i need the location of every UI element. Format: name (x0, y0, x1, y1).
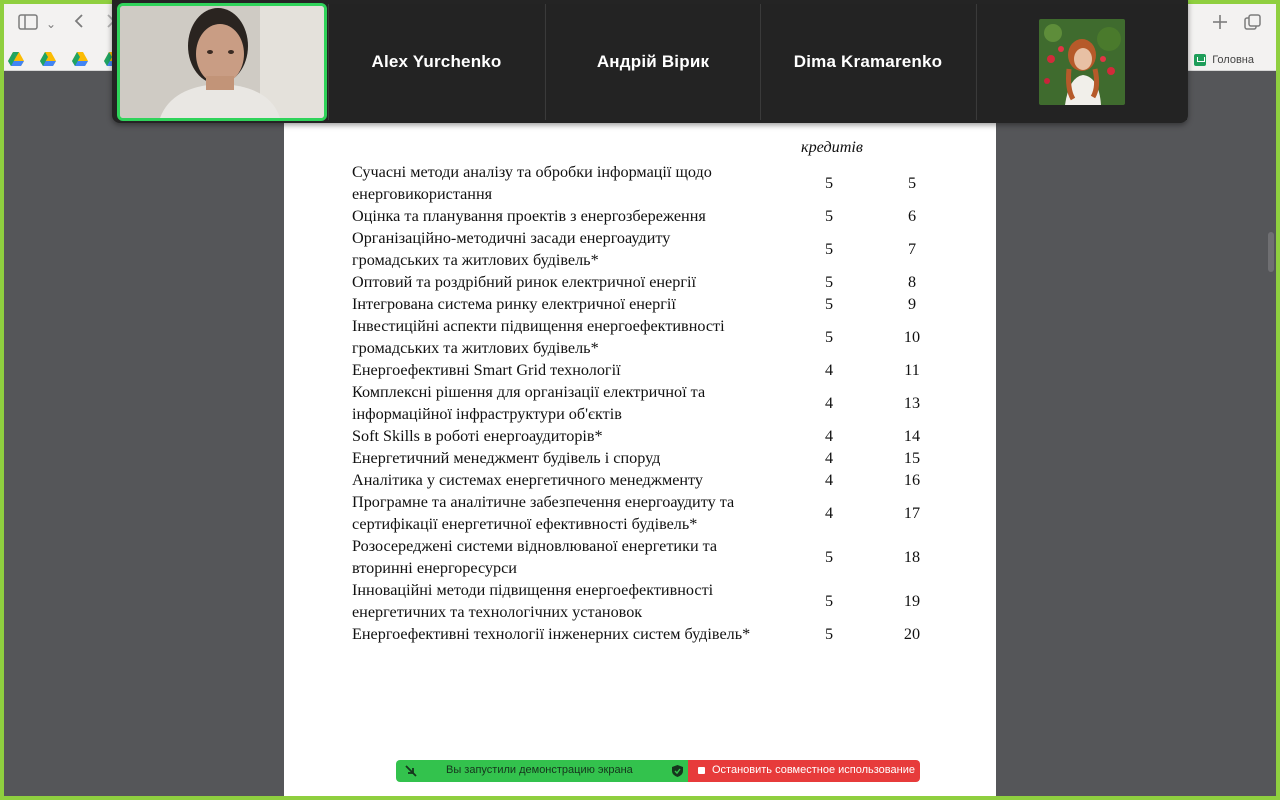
course-credits: 4 (824, 394, 834, 412)
course-number: 16 (903, 471, 921, 489)
tabs-overview-icon[interactable] (1244, 14, 1262, 33)
bookmark-home[interactable] (1194, 52, 1254, 68)
scrollbar[interactable] (1268, 232, 1274, 272)
participant-name: Alex Yurchenko (371, 52, 502, 71)
course-name-line: Комплексні рішення для організації електричної та (352, 383, 706, 401)
participant-name: Dima Kramarenko (793, 52, 943, 71)
table-row (352, 315, 952, 359)
document-page (284, 70, 996, 796)
course-name-line: Сучасні методи аналізу та обробки інформації щодо (352, 163, 712, 181)
course-number: 20 (903, 625, 921, 643)
table-row (352, 293, 952, 315)
course-name-line: Енергоефективні Smart Grid технології (352, 361, 621, 379)
course-credits: 5 (824, 295, 834, 313)
course-credits: 5 (824, 174, 834, 192)
course-name (352, 293, 782, 315)
table-row (352, 161, 952, 205)
course-number: 9 (907, 295, 917, 313)
table-row (352, 227, 952, 271)
course-name-line: Інтегрована система ринку електричної енергії (352, 295, 676, 313)
course-name (352, 381, 782, 425)
course-credits: 5 (824, 625, 834, 643)
shield-check-icon (672, 765, 683, 777)
course-name (352, 447, 782, 469)
course-credits: 4 (824, 471, 834, 489)
course-name-line: Інноваційні методи підвищення енергоефективності (352, 581, 714, 599)
course-credits: 4 (824, 427, 834, 445)
participant-tile[interactable] (761, 4, 975, 120)
course-number: 13 (903, 394, 921, 412)
course-name-line: Soft Skills в роботі енергоаудиторів* (352, 427, 603, 445)
plus-icon[interactable] (1212, 14, 1228, 33)
participant-tile[interactable] (329, 4, 544, 120)
course-name (352, 535, 782, 579)
course-name-line: енергетичних та технологічних установок (352, 603, 643, 621)
course-name (352, 359, 782, 381)
course-credits: 4 (824, 361, 834, 379)
share-status (396, 760, 688, 782)
course-name-line: енерговикористання (352, 185, 493, 203)
participant-avatar (1039, 19, 1125, 105)
course-credits: 5 (824, 548, 834, 566)
course-name-line: інформаційної інфраструктури об'єктів (352, 405, 622, 423)
course-credits: 5 (824, 592, 834, 610)
table-row (352, 579, 952, 623)
drive-icon[interactable] (72, 52, 88, 66)
course-name-line: Аналітика у системах енергетичного менеджменту (352, 471, 704, 489)
chevron-down-icon[interactable]: ⌄ (46, 17, 57, 31)
share-status-label: Вы запустили демонстрацию экрана (446, 764, 633, 776)
course-name-line: громадських та житлових будівель* (352, 251, 599, 269)
sidebar-icon[interactable] (18, 14, 38, 33)
course-name (352, 579, 782, 623)
course-name (352, 491, 782, 535)
drag-handle-icon[interactable] (404, 764, 418, 778)
stop-share-button[interactable] (688, 760, 920, 782)
course-name-line: сертифікації енергетичної ефективності будівель* (352, 515, 698, 533)
course-name-line: Оцінка та планування проектів з енергозбереження (352, 207, 706, 225)
table-row (352, 623, 952, 645)
course-name-line: громадських та житлових будівель* (352, 339, 599, 357)
course-number: 15 (903, 449, 921, 467)
course-name (352, 205, 782, 227)
course-name (352, 227, 782, 271)
course-name (352, 161, 782, 205)
course-name (352, 425, 782, 447)
course-credits: 5 (824, 273, 834, 291)
course-credits: 4 (824, 504, 834, 522)
table-row (352, 359, 952, 381)
course-name-line: Інвестиційні аспекти підвищення енергоефективності (352, 317, 725, 335)
course-credits: 4 (824, 449, 834, 467)
course-name (352, 623, 782, 645)
course-name-line: Енергоефективні технології інженерних систем будівель* (352, 625, 751, 643)
course-name-line: Розосереджені системи відновлюваної енергетики та (352, 537, 718, 555)
participant-video-strip (112, 0, 1188, 123)
credits-column-header: кредитів (801, 138, 863, 156)
course-name (352, 315, 782, 359)
course-name-line: вторинні енергоресурси (352, 559, 517, 577)
back-icon[interactable] (74, 13, 84, 32)
course-credits: 5 (824, 240, 834, 258)
participant-tile[interactable] (977, 4, 1187, 120)
table-row (352, 469, 952, 491)
stop-share-label: Остановить совместное использование (712, 764, 915, 776)
bookmark-home-label: Головна (1212, 54, 1254, 66)
course-name (352, 469, 782, 491)
course-name (352, 271, 782, 293)
course-number: 19 (903, 592, 921, 610)
table-row (352, 447, 952, 469)
course-name-line: Програмне та аналітичне забезпечення енергоаудиту та (352, 493, 735, 511)
course-name-line: Оптовий та роздрібний ринок електричної енергії (352, 273, 696, 291)
course-number: 10 (903, 328, 921, 346)
participant-tile-self[interactable] (117, 3, 327, 121)
course-number: 17 (903, 504, 921, 522)
course-number: 11 (904, 361, 920, 379)
participant-name: Андрій Вірик (596, 52, 710, 71)
drive-icon[interactable] (8, 52, 24, 66)
table-row (352, 381, 952, 425)
course-credits: 5 (824, 207, 834, 225)
home-icon (1194, 54, 1206, 66)
participant-tile[interactable] (546, 4, 760, 120)
course-number: 8 (907, 273, 917, 291)
table-row (352, 271, 952, 293)
course-number: 6 (907, 207, 917, 225)
stop-icon (698, 767, 705, 774)
table-row (352, 205, 952, 227)
course-number: 14 (903, 427, 921, 445)
table-row (352, 491, 952, 535)
course-credits: 5 (824, 328, 834, 346)
course-name-line: Енергетичний менеджмент будівель і споруд (352, 449, 661, 467)
course-number: 5 (907, 174, 917, 192)
drive-icon[interactable] (40, 52, 56, 66)
screen-share-bar (396, 760, 920, 782)
course-number: 7 (907, 240, 917, 258)
table-row (352, 425, 952, 447)
course-name-line: Організаційно-методичні засади енергоаудиту (352, 229, 671, 247)
table-row (352, 535, 952, 579)
course-number: 18 (903, 548, 921, 566)
self-video-avatar (120, 6, 324, 118)
